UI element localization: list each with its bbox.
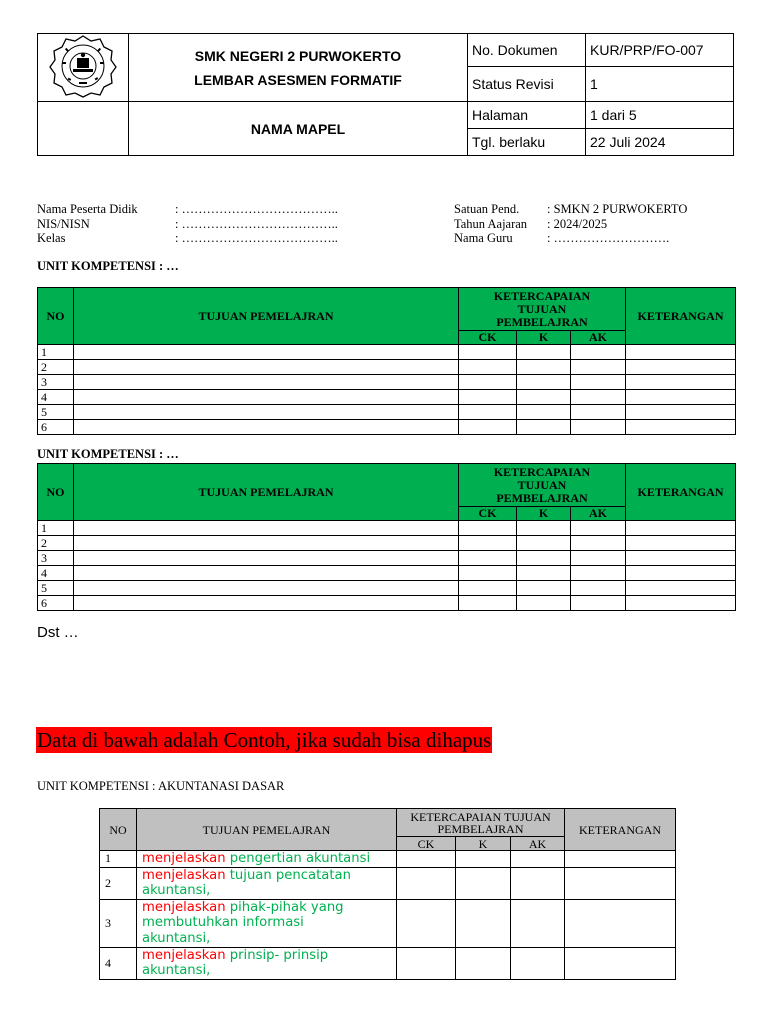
ak-cell[interactable] <box>571 375 626 390</box>
k-cell[interactable] <box>517 390 571 405</box>
meta-label-revision: Status Revisi <box>468 67 586 102</box>
ex-header-ak: AK <box>511 837 565 851</box>
k-cell[interactable] <box>456 867 511 899</box>
table-row <box>38 551 736 566</box>
ck-cell[interactable] <box>459 345 517 360</box>
tujuan-cell[interactable] <box>137 867 397 899</box>
school-logo-cell <box>38 34 129 102</box>
keterangan-cell[interactable] <box>626 360 736 375</box>
label-guru: Nama Guru <box>454 231 513 245</box>
object-text: pihak-pihak yang <box>225 899 344 915</box>
row-number: 4 <box>38 566 74 581</box>
k-cell[interactable] <box>456 899 511 947</box>
meta-value-revision: 1 <box>586 67 734 102</box>
ak-cell[interactable] <box>511 851 565 868</box>
ck-cell[interactable] <box>459 536 517 551</box>
keterangan-cell[interactable] <box>626 581 736 596</box>
row-number: 3 <box>38 551 74 566</box>
ck-cell[interactable] <box>459 375 517 390</box>
k-cell[interactable] <box>517 360 571 375</box>
ex-header-no: NO <box>100 809 137 851</box>
ck-cell[interactable] <box>397 899 456 947</box>
object-text-3: akuntansi, <box>142 931 211 947</box>
identity-right-values <box>547 202 687 246</box>
table-row <box>38 521 736 536</box>
row-number: 3 <box>100 899 137 947</box>
logo-lower-cell <box>38 102 129 156</box>
k-cell[interactable] <box>517 405 571 420</box>
tujuan-cell[interactable] <box>74 345 459 360</box>
ck-cell[interactable] <box>459 390 517 405</box>
keterangan-cell[interactable] <box>565 947 676 979</box>
header-no: NO <box>38 288 74 345</box>
identity-left-labels <box>37 202 138 246</box>
tujuan-cell[interactable] <box>74 521 459 536</box>
meta-value-date: 22 Juli 2024 <box>586 129 734 156</box>
assessment-table-2 <box>37 463 736 611</box>
tujuan-cell[interactable] <box>74 566 459 581</box>
ck-cell[interactable] <box>397 947 456 979</box>
ak-cell[interactable] <box>571 596 626 611</box>
example-table <box>99 808 676 980</box>
keterangan-cell[interactable] <box>626 405 736 420</box>
ck-cell[interactable] <box>459 405 517 420</box>
tujuan-cell[interactable] <box>74 596 459 611</box>
ck-cell[interactable] <box>459 596 517 611</box>
table-row <box>38 581 736 596</box>
row-number: 6 <box>38 596 74 611</box>
k-cell[interactable] <box>517 596 571 611</box>
ex-header-ck: CK <box>397 837 456 851</box>
table-row <box>38 375 736 390</box>
header-ketercapaian-l3: PEMBELAJRAN <box>496 490 588 505</box>
table-row <box>38 596 736 611</box>
unit-title-2: UNIT KOMPETENSI : … <box>37 447 179 461</box>
label-nama: Nama Peserta Didik <box>37 202 138 216</box>
table-row <box>38 360 736 375</box>
ak-cell[interactable] <box>571 581 626 596</box>
keterangan-cell[interactable] <box>626 596 736 611</box>
ak-cell[interactable] <box>571 390 626 405</box>
row-number: 1 <box>38 521 74 536</box>
table-row <box>38 536 736 551</box>
ck-cell[interactable] <box>459 521 517 536</box>
tujuan-cell[interactable] <box>137 947 397 979</box>
k-cell[interactable] <box>456 851 511 868</box>
ak-cell[interactable] <box>571 420 626 435</box>
school-title-cell <box>129 34 468 102</box>
verb-text: menjelaskan <box>142 851 226 866</box>
row-number: 4 <box>38 390 74 405</box>
header-ketercapaian <box>459 288 626 331</box>
header-ketercapaian <box>459 464 626 507</box>
header-ak: AK <box>571 507 626 521</box>
ak-cell[interactable] <box>571 536 626 551</box>
k-cell[interactable] <box>517 345 571 360</box>
row-number: 4 <box>100 947 137 979</box>
continuation-text: Dst … <box>37 624 79 641</box>
object-text: prinsip- prinsip <box>225 947 329 963</box>
school-name: SMK NEGERI 2 PURWOKERTO <box>194 47 402 64</box>
label-nis: NIS/NISN <box>37 216 90 231</box>
tujuan-cell[interactable] <box>137 899 397 947</box>
k-cell[interactable] <box>517 566 571 581</box>
meta-value-page: 1 dari 5 <box>586 102 734 129</box>
tujuan-cell[interactable] <box>74 390 459 405</box>
ak-cell[interactable] <box>571 551 626 566</box>
ak-cell[interactable] <box>571 521 626 536</box>
object-text: tujuan pencatatan <box>225 867 351 883</box>
ck-cell[interactable] <box>459 566 517 581</box>
tujuan-cell[interactable] <box>74 375 459 390</box>
object-text-2: akuntansi, <box>142 883 211 899</box>
example-banner: Data di bawah adalah Contoh, jika sudah bisa dihapus <box>37 728 492 752</box>
header-no: NO <box>38 464 74 521</box>
value-nama: : ……………………………….. <box>175 202 338 216</box>
ak-cell[interactable] <box>571 345 626 360</box>
table-row <box>100 851 676 868</box>
meta-label-page: Halaman <box>468 102 586 129</box>
ck-cell[interactable] <box>459 420 517 435</box>
row-number: 2 <box>38 536 74 551</box>
table-row <box>38 345 736 360</box>
ak-cell[interactable] <box>571 566 626 581</box>
value-guru: : ………………………. <box>547 231 670 245</box>
k-cell[interactable] <box>517 581 571 596</box>
document-header <box>37 33 734 156</box>
header-ak: AK <box>571 331 626 345</box>
k-cell[interactable] <box>456 947 511 979</box>
header-ketercapaian-l1: KETERCAPAIAN <box>493 464 591 479</box>
label-tahun: Tahun Aajaran <box>454 216 528 231</box>
verb-text: menjelaskan <box>142 899 226 915</box>
value-kelas: : ……………………………….. <box>175 231 338 245</box>
identity-left-values <box>175 202 338 246</box>
row-number: 5 <box>38 405 74 420</box>
ex-header-tujuan: TUJUAN PEMELAJRAN <box>137 809 397 851</box>
subject-title: NAMA MAPEL <box>129 102 468 156</box>
row-number: 6 <box>38 420 74 435</box>
ck-cell[interactable] <box>397 851 456 868</box>
table-row <box>100 947 676 979</box>
row-number: 3 <box>38 375 74 390</box>
keterangan-cell[interactable] <box>565 851 676 868</box>
k-cell[interactable] <box>517 375 571 390</box>
form-title: LEMBAR ASESMEN FORMATIF <box>194 71 402 88</box>
tujuan-cell[interactable] <box>74 420 459 435</box>
k-cell[interactable] <box>517 536 571 551</box>
k-cell[interactable] <box>517 551 571 566</box>
row-number: 1 <box>38 345 74 360</box>
identity-right-labels <box>454 202 527 246</box>
object-text: pengertian akuntansi <box>225 851 371 866</box>
keterangan-cell[interactable] <box>626 536 736 551</box>
header-ck: CK <box>459 507 517 521</box>
ck-cell[interactable] <box>459 360 517 375</box>
header-ketercapaian-l1: KETERCAPAIAN <box>493 288 591 303</box>
header-ketercapaian-l3: PEMBELAJRAN <box>496 314 588 329</box>
k-cell[interactable] <box>517 420 571 435</box>
keterangan-cell[interactable] <box>626 521 736 536</box>
row-number: 1 <box>100 851 137 868</box>
ex-header-ketercapaian-l2: PEMBELAJRAN <box>437 821 524 836</box>
unit-title-1: UNIT KOMPETENSI : … <box>37 259 179 273</box>
value-tahun: : 2024/2025 <box>547 216 608 231</box>
table-row <box>100 867 676 899</box>
table-row <box>100 899 676 947</box>
assessment-table-1 <box>37 287 736 435</box>
row-number: 2 <box>38 360 74 375</box>
verb-text: menjelaskan <box>142 947 226 963</box>
ex-header-ketercapaian-l1: KETERCAPAIAN TUJUAN <box>410 809 551 824</box>
ak-cell[interactable] <box>571 360 626 375</box>
header-ketercapaian-l2: TUJUAN <box>517 477 567 492</box>
row-number: 5 <box>38 581 74 596</box>
header-ck: CK <box>459 331 517 345</box>
tujuan-cell[interactable] <box>74 551 459 566</box>
header-keterangan: KETERANGAN <box>626 288 736 345</box>
ex-header-k: K <box>456 837 511 851</box>
tujuan-cell[interactable] <box>74 360 459 375</box>
tujuan-cell[interactable] <box>74 581 459 596</box>
verb-text: menjelaskan <box>142 867 226 883</box>
ex-header-ketercapaian <box>397 809 565 837</box>
header-ketercapaian-l2: TUJUAN <box>517 301 567 316</box>
keterangan-cell[interactable] <box>626 551 736 566</box>
header-k: K <box>517 331 571 345</box>
keterangan-cell[interactable] <box>565 867 676 899</box>
table-row <box>38 420 736 435</box>
keterangan-cell[interactable] <box>626 566 736 581</box>
object-text-2: akuntansi, <box>142 963 211 979</box>
ck-cell[interactable] <box>397 867 456 899</box>
example-unit-title: UNIT KOMPETENSI : AKUNTANASI DASAR <box>37 779 285 793</box>
k-cell[interactable] <box>517 521 571 536</box>
table-row <box>38 405 736 420</box>
row-number: 2 <box>100 867 137 899</box>
keterangan-cell[interactable] <box>565 899 676 947</box>
ak-cell[interactable] <box>511 947 565 979</box>
tujuan-cell[interactable] <box>74 405 459 420</box>
label-satuan: Satuan Pend. <box>454 202 520 216</box>
header-tujuan: TUJUAN PEMELAJRAN <box>74 464 459 521</box>
ak-cell[interactable] <box>511 867 565 899</box>
ak-cell[interactable] <box>511 899 565 947</box>
keterangan-cell[interactable] <box>626 390 736 405</box>
table-row <box>38 390 736 405</box>
ak-cell[interactable] <box>571 405 626 420</box>
value-satuan: : SMKN 2 PURWOKERTO <box>547 202 688 216</box>
keterangan-cell[interactable] <box>626 420 736 435</box>
ck-cell[interactable] <box>459 551 517 566</box>
value-nis: : ……………………………….. <box>175 216 338 231</box>
object-text-2: membutuhkan informasi <box>142 915 304 931</box>
ck-cell[interactable] <box>459 581 517 596</box>
tujuan-cell[interactable] <box>137 851 397 868</box>
ex-header-keterangan: KETERANGAN <box>565 809 676 851</box>
label-kelas: Kelas <box>37 231 66 245</box>
header-keterangan: KETERANGAN <box>626 464 736 521</box>
meta-value-doc: KUR/PRP/FO-007 <box>586 34 734 67</box>
keterangan-cell[interactable] <box>626 345 736 360</box>
school-logo-icon <box>48 34 118 98</box>
keterangan-cell[interactable] <box>626 375 736 390</box>
header-tujuan: TUJUAN PEMELAJRAN <box>74 288 459 345</box>
tujuan-cell[interactable] <box>74 536 459 551</box>
meta-label-date: Tgl. berlaku <box>468 129 586 156</box>
table-row <box>38 566 736 581</box>
header-k: K <box>517 507 571 521</box>
meta-label-doc: No. Dokumen <box>468 34 586 67</box>
